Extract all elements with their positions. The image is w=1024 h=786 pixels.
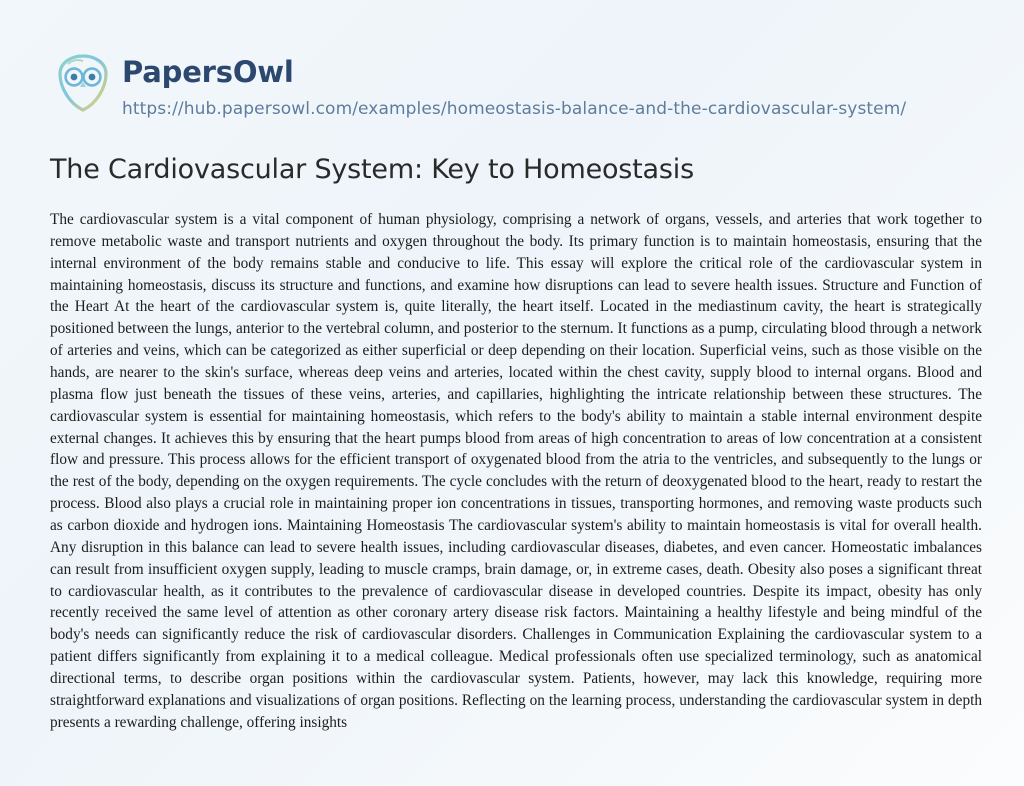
brand-block [122, 55, 907, 119]
article-body-text: The cardiovascular system is a vital component of human physiology, comprising a network of organs, vessels, and arteries that work together to remove metabolic waste and transport nutrients and oxygen throughout the body. Its primary function is to maintain homeostasis, ensuring that the internal environment of the body remains stable and conducive to life. This essay will explore the critical role of the cardiovascular system in maintaining homeostasis, discuss its structure and functions, and examine how disruptions can lead to severe health issues. Structure and Function of the Heart At the heart of the cardiovascular system is, quite literally, the heart itself. Located in the mediastinum cavity, the heart is strategically positioned between the lungs, anterior to the vertebral column, and posterior to the sternum. It functions as a pump, circulating blood through a network of arteries and veins, which can be categorized as either superficial or deep depending on their location. Superficial veins, such as those visible on the hands, are nearer to the skin's surface, whereas deep veins and arteries, located within the chest cavity, supply blood to internal organs. Blood and plasma flow just beneath the tissues of these veins, arteries, and capillaries, highlighting the intricate relationship between these structures. The cardiovascular system is essential for maintaining homeostasis, which refers to the body's ability to maintain a stable internal environment despite external changes. It achieves this by ensuring that the heart pumps blood from areas of high concentration to areas of low concentration at a consistent flow and pressure. This process allows for the efficient transport of oxygenated blood from the atria to the ventricles, and subsequently to the lungs or the rest of the body, depending on the oxygen requirements. The cycle concludes with the return of deoxygenated blood to the heart, ready to restart the process. Blood also plays a crucial role in maintaining proper ion concentrations in tissues, transporting hormones, and removing waste products such as carbon dioxide and hydrogen ions. Maintaining Homeostasis The cardiovascular system's ability to maintain homeostasis is vital for overall health. Any disruption in this balance can lead to severe health issues, including cardiovascular diseases, diabetes, and even cancer. Homeostatic imbalances can result from insufficient oxygen supply, leading to muscle cramps, brain damage, or, in extreme cases, death. Obesity also poses a significant threat to cardiovascular health, as it contributes to the prevalence of cardiovascular disease in developed countries. Despite its impact, obesity has only recently received the same level of attention as other coronary artery disease risk factors. Maintaining a healthy lifestyle and being mindful of the body's needs can significantly reduce the risk of cardiovascular disorders. Challenges in Communication Explaining the cardiovascular system to a patient differs significantly from explaining it to a medical colleague. Medical professionals often use specialized terminology, such as anatomical directional terms, to describe organ positions within the cardiovascular system. Patients, however, may lack this knowledge, requiring more straightforward explanations and visualizations of organ positions. Reflecting on the learning process, understanding the cardiovascular system in depth presents a rewarding challenge, offering insights [50, 211, 982, 731]
owl-logo-icon[interactable] [52, 52, 114, 114]
page-title: The Cardiovascular System: Key to Homeostasis [50, 154, 694, 185]
article [44, 154, 980, 734]
brand-name[interactable]: PapersOwl [122, 55, 294, 89]
site-header [44, 40, 980, 132]
page-url[interactable]: https://hub.papersowl.com/examples/homeostasis-balance-and-the-cardiovascular-system/ [122, 99, 907, 119]
